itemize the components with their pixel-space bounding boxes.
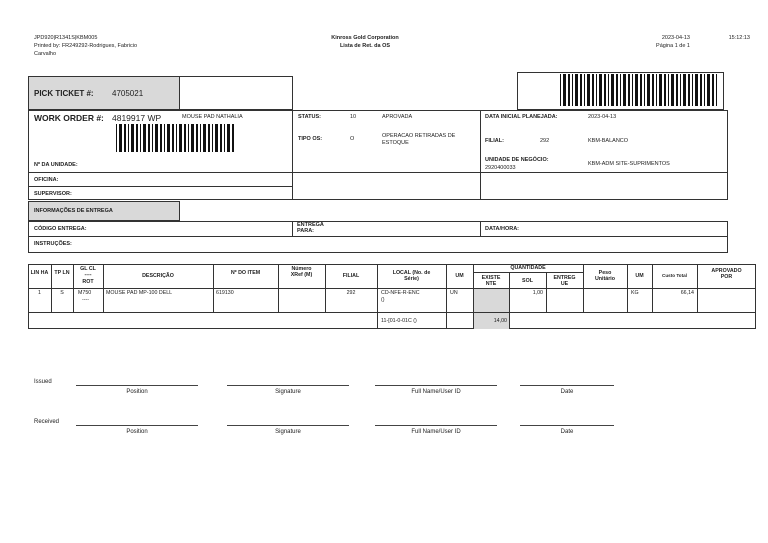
row-um2: KG	[631, 290, 639, 296]
data-planejada-label: DATA INICIAL PLANEJADA:	[485, 114, 558, 120]
delivery-box	[28, 221, 728, 253]
barcode-bar	[632, 74, 633, 106]
col-peso: Peso Unitário	[594, 270, 615, 282]
barcode-bar	[707, 74, 710, 106]
row-filial: 292	[346, 290, 356, 296]
col-existente: EXISTE NTE	[481, 275, 501, 287]
row-descricao: MOUSE PAD MP-100 DELL	[106, 290, 173, 296]
col-quantidade: QUANTIDADE	[510, 265, 546, 271]
col-xref: Número XRef (M)	[290, 266, 313, 278]
barcode-bar	[592, 74, 594, 106]
col-descricao: DESCRIÇÃO	[142, 273, 174, 279]
barcode-bar	[203, 124, 206, 152]
barcode-bar	[623, 74, 626, 106]
issued-fullname-line	[375, 385, 497, 386]
received-date-caption: Date	[560, 429, 574, 435]
barcode-bar	[635, 74, 638, 106]
col-rot: ROT	[82, 279, 94, 285]
barcode-bar	[232, 124, 234, 152]
barcode-bar	[683, 74, 686, 106]
barcode-bar	[155, 124, 158, 152]
received-position-line	[76, 425, 198, 426]
report-title: Lista de Ret. da OS	[339, 43, 391, 49]
delivery-section-label: INFORMAÇÕES DE ENTREGA	[34, 208, 113, 214]
issued-position-line	[76, 385, 198, 386]
col-custo: Custo Total	[662, 273, 687, 278]
barcode-bar	[596, 74, 597, 106]
barcode-bar	[160, 124, 162, 152]
col-entregue: ENTREG UE	[553, 275, 576, 287]
barcode-bar	[695, 74, 698, 106]
page-number: Página 1 de 1	[656, 43, 690, 49]
barcode-bar	[659, 74, 662, 106]
col-linha: LIN HA	[30, 270, 49, 276]
barcode-bar	[212, 124, 213, 152]
pick-ticket-barcode	[560, 74, 720, 106]
barcode-bar	[220, 124, 222, 152]
barcode-bar	[604, 74, 606, 106]
barcode-bar	[164, 124, 165, 152]
barcode-bar	[575, 74, 578, 106]
barcode-bar	[608, 74, 609, 106]
report-time: 15:12:13	[728, 35, 750, 41]
unidade-negocio-label: UNIDADE DE NEGÓCIO:	[485, 157, 549, 163]
barcode-bar	[611, 74, 614, 106]
received-position-caption: Position	[126, 429, 148, 435]
filial-label: FILIAL:	[485, 138, 504, 144]
barcode-bar	[616, 74, 618, 106]
col-aprovado: APROVADO POR	[711, 268, 742, 280]
oficina-label: OFICINA:	[34, 177, 59, 183]
barcode-bar	[563, 74, 566, 106]
row-custo: 66,14	[680, 290, 694, 296]
issued-fullname-caption: Full Name/User ID	[411, 389, 461, 395]
unidade-negocio-value: KBM-ADM SITE-SUPRIMENTOS	[588, 161, 670, 167]
received-label: Received	[34, 419, 60, 425]
row-local: CD-NFE-R-ENC	[381, 290, 420, 296]
tipo-os-value: OPERACAO RETIRADAS DE ESTOQUE	[382, 133, 456, 146]
issued-signature-caption: Signature	[275, 389, 301, 395]
row-linha: 1	[38, 290, 41, 296]
row-gl2: ----	[82, 297, 90, 303]
received-fullname-line	[375, 425, 497, 426]
pick-ticket-spacer	[179, 76, 293, 110]
issued-label: Issued	[34, 379, 52, 385]
barcode-bar	[688, 74, 690, 106]
report-date: 2023-04-13	[661, 35, 690, 41]
received-signature-caption: Signature	[275, 429, 301, 435]
barcode-bar	[136, 124, 138, 152]
work-order-desc: MOUSE PAD NATHALIA	[182, 114, 243, 120]
barcode-bar	[215, 124, 218, 152]
barcode-bar	[680, 74, 681, 106]
row-gl: M750	[78, 290, 92, 296]
barcode-bar	[227, 124, 230, 152]
report-id: JPD920|R1341S|KBM005	[34, 35, 98, 41]
existente-cell-bg	[473, 289, 509, 312]
codigo-entrega-label: CÓDIGO ENTREGA:	[34, 226, 87, 232]
barcode-bar	[140, 124, 141, 152]
barcode-bar	[668, 74, 669, 106]
barcode-bar	[647, 74, 650, 106]
pick-ticket-label: PICK TICKET #:	[34, 89, 94, 98]
col-um: UM	[455, 273, 464, 279]
issued-signature-line	[227, 385, 349, 386]
tipo-os-label: TIPO OS:	[298, 136, 323, 142]
barcode-bar	[200, 124, 201, 152]
work-order-barcode	[116, 124, 236, 152]
col-tp: TP LN	[54, 270, 70, 276]
barcode-bar	[676, 74, 678, 106]
barcode-bar	[196, 124, 198, 152]
col-um2: UM	[635, 273, 644, 279]
issued-position-caption: Position	[126, 389, 148, 395]
barcode-bar	[664, 74, 666, 106]
barcode-bar	[712, 74, 714, 106]
instrucoes-label: INSTRUÇÕES:	[34, 241, 72, 247]
filial-code: 292	[540, 138, 550, 144]
unidade-negocio-code: 2920400033	[485, 165, 516, 171]
barcode-bar	[692, 74, 693, 106]
barcode-bar	[580, 74, 582, 106]
col-gl-sep: ----	[84, 272, 92, 278]
entrega-para-label: ENTREGA PARA:	[297, 222, 324, 234]
col-filial: FILIAL	[342, 273, 360, 279]
company-name: Kinross Gold Corporation	[331, 35, 399, 41]
barcode-bar	[208, 124, 210, 152]
barcode-bar	[191, 124, 194, 152]
barcode-bar	[224, 124, 225, 152]
barcode-bar	[599, 74, 602, 106]
row-local2: ()	[381, 297, 385, 303]
barcode-bar	[128, 124, 129, 152]
barcode-bar	[644, 74, 645, 106]
barcode-bar	[148, 124, 150, 152]
status-label: STATUS:	[298, 114, 322, 120]
barcode-bar	[143, 124, 146, 152]
barcode-bar	[700, 74, 702, 106]
barcode-bar	[640, 74, 642, 106]
barcode-bar	[671, 74, 674, 106]
barcode-bar	[572, 74, 573, 106]
row-tp: S	[60, 290, 64, 296]
barcode-bar	[172, 124, 174, 152]
barcode-bar	[119, 124, 122, 152]
work-order-value: 4819917 WP	[112, 113, 162, 123]
barcode-bar	[584, 74, 585, 106]
barcode-bar	[179, 124, 182, 152]
datahora-label: DATA/HORA:	[485, 226, 520, 232]
status-code: 10	[350, 114, 357, 120]
status-value: APROVADA	[382, 114, 413, 120]
received-date-line	[520, 425, 614, 426]
unidade-label: Nº DA UNIDADE:	[34, 162, 78, 168]
barcode-bar	[152, 124, 153, 152]
received-fullname-caption: Full Name/User ID	[411, 429, 461, 435]
barcode-bar	[176, 124, 177, 152]
col-item: Nº DO ITEM	[230, 270, 261, 276]
issued-date-line	[520, 385, 614, 386]
sub-existente: 14,00	[493, 318, 507, 324]
tipo-os-code: O	[350, 136, 355, 142]
pick-ticket-value: 4705021	[112, 89, 144, 98]
row-sol: 1,00	[532, 290, 543, 296]
barcode-bar	[560, 74, 561, 106]
barcode-bar	[620, 74, 621, 106]
supervisor-label: SUPERVISOR:	[34, 191, 72, 197]
col-local: LOCAL (No. de Série)	[392, 270, 431, 282]
filial-value: KBM-BALANCO	[588, 138, 629, 144]
barcode-bar	[167, 124, 170, 152]
barcode-bar	[628, 74, 630, 106]
data-planejada-value: 2023-04-13	[588, 114, 617, 120]
col-gl: GL CL	[80, 266, 96, 272]
printed-by: Printed by: FR249292-Rodrigues, Fabricio	[34, 43, 138, 49]
row-item: 619130	[216, 290, 234, 296]
col-sol: SOL	[522, 278, 533, 284]
printed-by-cont: Carvalho	[34, 51, 57, 57]
barcode-bar	[656, 74, 657, 106]
barcode-bar	[568, 74, 570, 106]
received-signature-line	[227, 425, 349, 426]
barcode-bar	[188, 124, 189, 152]
barcode-bar	[131, 124, 134, 152]
barcode-bar	[652, 74, 654, 106]
barcode-bar	[704, 74, 705, 106]
barcode-bar	[124, 124, 126, 152]
sub-local: 11-[01-0-01C ()	[381, 318, 417, 324]
barcode-bar	[716, 74, 717, 106]
barcode-bar	[184, 124, 186, 152]
barcode-bar	[116, 124, 117, 152]
row-um: UN	[450, 290, 458, 296]
issued-date-caption: Date	[560, 389, 574, 395]
work-order-label: WORK ORDER #:	[34, 113, 104, 123]
barcode-bar	[587, 74, 590, 106]
